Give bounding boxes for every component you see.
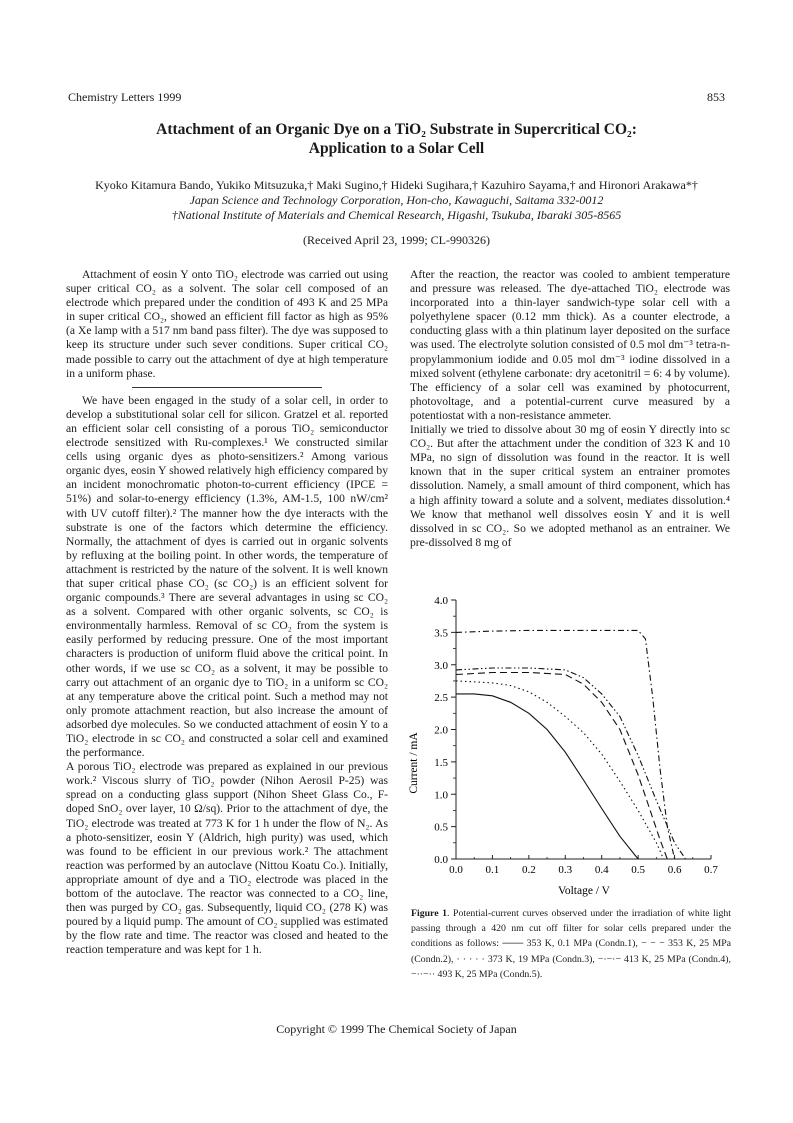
title-line-2: Application to a Solar Cell [308, 140, 485, 157]
figure-1-chart [404, 588, 730, 900]
left-column [66, 268, 388, 958]
abstract: Attachment of eosin Y onto TiO₂ electrode was carried out using super critical CO₂ as a solvent. The solar cell composed of an electrode which prepared under the condition of 493 K and 25 MPa in super critical CO₂, showed an efficient fill factor as high as 95% (a Xe lamp with a 517 nm band pass filter). The dye was supposed to keep its structure under such sever conditions. Super critical CO₂ made possible to carry out the attachment of dye at high temperature in a uniform phase. [66, 268, 388, 380]
figure-caption [411, 906, 731, 982]
received-date: (Received April 23, 1999; CL-990326) [303, 233, 490, 247]
x-tick-label: 0.6 [667, 864, 682, 876]
y-tick-label: 1.5 [434, 756, 448, 769]
curve-condn-2 [456, 673, 667, 860]
paper-title [0, 120, 793, 158]
x-tick-label: 0.3 [558, 864, 573, 876]
x-tick-label: 0.0 [449, 864, 463, 876]
iv-curve-plot [404, 588, 730, 900]
title-line-1: Attachment of an Organic Dye on a TiO₂ Substrate in Supercritical CO₂: [156, 121, 637, 138]
paragraph-dissolution: Initially we tried to dissolve about 30 mg of eosin Y directly into sc CO₂. But after the attachment under the condition of 323 K and 10 MPa, no sign of dissolution was found in the reactor. It is well known that in the super critical system an entrainer promotes dissolution. Namely, a small amount of third component, which has a high affinity toward a solute and a solvent, mediates dissolution.⁴ We know that methanol well dissolves eosin Y and it is well dissolved in sc CO₂. So we adopted methanol as an entrainer. We pre-dissolved 8 mg of [410, 423, 730, 549]
paragraph-reaction: After the reaction, the reactor was cooled to ambient temperature and pressure was released. The dye-attached TiO₂ electrode was incorporated into a thin-layer sandwich-type solar cell with a polyethylene spacer (0.12 mm thick). As a counter electrode, a conducting glass with a thin platinum layer deposited on the surface was used. The electrolyte solution consisted of 0.5 mol dm⁻³ tetra-n-propylammonium iodide and 0.05 mol dm⁻³ iodine dissolved in a mixed solvent (ethylene carbonate: dry acetonitril = 6: 4 by volume). The efficiency of a solar cell was examined by photocurrent, photovoltage, and a potential-current curve measured by a potentiostat with a non-resistance ammeter. [410, 268, 730, 422]
affiliation-1: Japan Science and Technology Corporation, Hon-cho, Kawaguchi, Saitama 332-0012 [189, 193, 604, 207]
y-tick-label: 4.0 [434, 595, 448, 607]
caption-label: Figure 1 [411, 908, 448, 919]
y-tick-label: 0.0 [434, 854, 448, 866]
curve-condn-1 [456, 694, 638, 859]
affiliation-2: †National Institute of Materials and Chemical Research, Higashi, Tsukuba, Ibaraki 305-8565 [171, 208, 622, 222]
author-list: Kyoko Kitamura Bando, Yukiko Mitsuzuka,† Maki Sugino,† Hideki Sugihara,† Kazuhiro Sayama,† and Hironori Arakawa*† [95, 178, 698, 192]
y-tick-label: 3.0 [434, 659, 448, 672]
copyright-footer: Copyright © 1999 The Chemical Society of Japan [276, 1022, 517, 1036]
curve-condn-4 [456, 630, 675, 859]
page-number: 853 [707, 90, 725, 104]
paragraph-intro: We have been engaged in the study of a solar cell, in order to develop a substitutional solar cell for silicon. Gratzel et al. reported an efficient solar cell consisting of a porous TiO₂ semiconductor electrode sensitized with Ru-complexes.¹ We constructed similar cells using organic dyes as photo-sensitizers.² Among various organic dyes, eosin Y showed relatively high efficiency compared by an incident monochromatic photon-to-current efficiency (IPCE = 51%) and solar-to-energy efficiency (1.3%, AM-1.5, 100 nW/cm² with UV cutoff filter).² The manner how the dye interacts with the substrate is one of the factors which determine the efficiency. Normally, the attachment of dyes is carried out in organic solvents by refluxing at the boiling point. In other words, the temperature of attachment is restricted by the nature of the solvent. It is well known that super critical phase CO₂ (sc CO₂) is an efficient solvent for organic compounds.³ There are several advantages in using sc CO₂ as a solvent. Compared with other organic solvents, sc CO₂ is environmentally harmless. Removal of sc CO₂ from the system is easily performed by reducing pressure. One of the most important characters is production of uniform fluid above the critical point. In other words, if we use sc CO₂ as a solvent, it may be possible to carry out attachment of an organic dye to TiO₂ in a uniform sc CO₂ at any temperature above the critical point. Such a method may not only promote attachment reaction, but also increase the amount of adsorbed dye molecules. So we conducted attachment of eosin Y to a TiO₂ electrode in sc CO₂ and constructed a solar cell and examined the performance. [66, 393, 388, 760]
curve-condn-3 [456, 681, 664, 859]
y-tick-label: 0.5 [434, 821, 448, 834]
y-tick-label: 2.5 [434, 692, 448, 705]
right-column [410, 268, 730, 550]
y-tick-label: 2.0 [434, 724, 448, 737]
author-block [0, 178, 793, 223]
abstract-divider [132, 387, 322, 388]
x-tick-label: 0.1 [485, 864, 500, 876]
x-tick-label: 0.4 [594, 864, 609, 876]
journal-name: Chemistry Letters 1999 [68, 90, 182, 104]
curve-condn-5 [456, 668, 686, 859]
paragraph-method: A porous TiO₂ electrode was prepared as explained in our previous work.² Viscous slurry of TiO₂ powder (Nihon Aerosil P-25) was spread on a conducting glass support (Nihon Sheet Glass Co., F-doped SnO₂ over layer, 10 Ω/sq). Prior to the attachment of dye, the TiO₂ electrode was treated at 773 K for 1 h under the flow of N₂. As a photo-sensitizer, eosin Y (Aldrich, high purity) was used, which was found to be efficient in our previous work.² The attachment reaction was performed by an autoclave (Nittou Koatu Co.). Initially, appropriate amount of dye and a TiO₂ electrode was placed in the bottom of the autoclave. The reactor was connected to a CO₂ line, then was purged by CO₂ gas. Subsequently, liquid CO₂ (278 K) was poured by a liquid pump. The amount of CO₂ supplied was estimated by the flow rate and time. The reactor was closed and heated to the reaction temperature and was kept for 1 h. [66, 760, 388, 957]
y-axis-label: Current / mA [408, 732, 420, 794]
caption-text: . Potential-current curves observed under the irradiation of white light passing through a 420 nm cut off filter for solar cells prepared under the conditions as follows: ─── 353 K, 0.1 MPa (Condn.1), − − − 353 K, 25 MPa (Condn.2), · · · · · 373 K, 19 MPa (Condn.3), −·−·− 413 K, 25 MPa (Condn.4), −··−·· 493 K, 25 MPa (Condn.5). [411, 908, 732, 980]
x-tick-label: 0.5 [631, 864, 646, 876]
x-tick-label: 0.7 [704, 864, 718, 876]
x-tick-label: 0.2 [521, 864, 536, 876]
y-tick-label: 3.5 [434, 627, 448, 640]
y-tick-label: 1.0 [434, 789, 448, 802]
x-axis-label: Voltage / V [558, 885, 610, 897]
